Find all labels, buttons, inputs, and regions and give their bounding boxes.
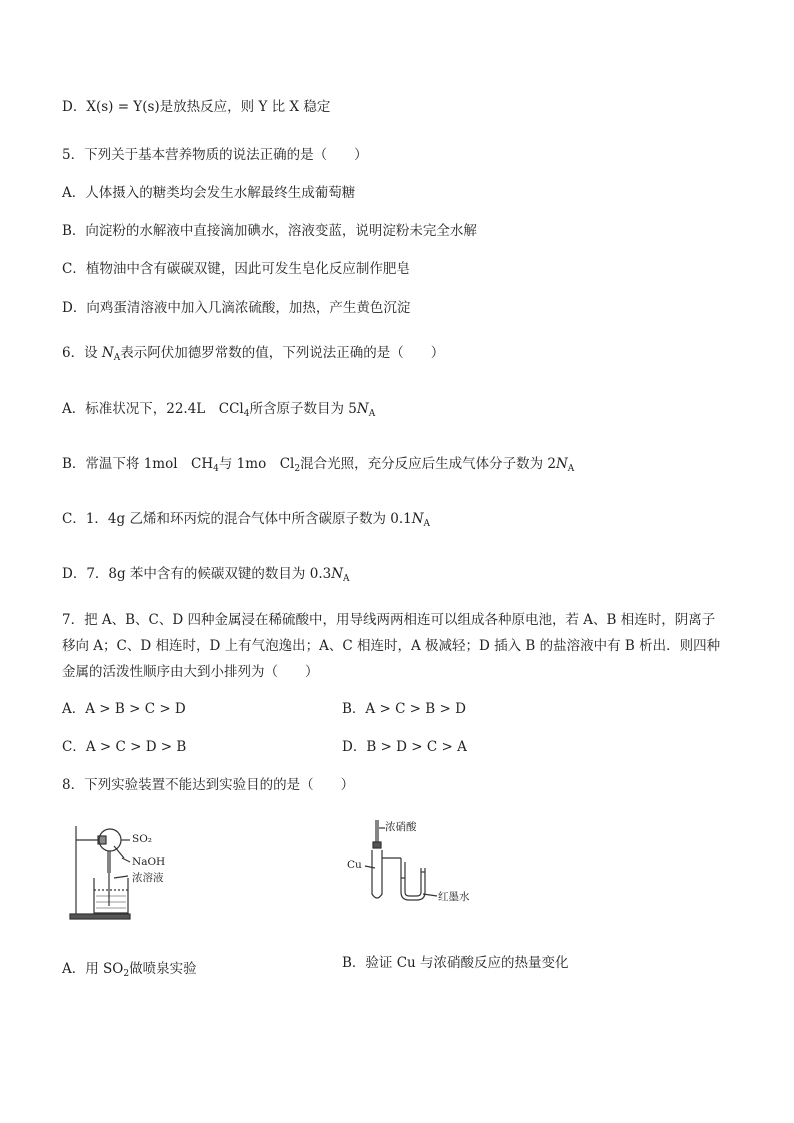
- q7-stem-line1: 7．把 A、B、C、D 四种金属浸在稀硫酸中，用导线两两相连可以组成各种原电池，若 A、B 相连时，阴离子: [62, 612, 716, 628]
- q6-option-c: C．1．4g 乙烯和环丙烷的混合气体中所含碳原子数为 $0.1N_A$: [62, 511, 431, 529]
- heat-change-apparatus-drawing: [345, 816, 505, 916]
- heat-change-apparatus-figure: [345, 816, 505, 916]
- q6-stem: 6．设 $N_A$表示阿伏加德罗常数的值，下列说法正确的是（ ）: [62, 345, 445, 363]
- q6-option-d: D．7．8g 苯中含有的候碳双键的数目为 $0.3N_A$: [62, 566, 350, 584]
- q8-option-a: A．用 $SO_2$做喷泉实验: [62, 961, 197, 979]
- q7-option-d: D．B > D > C > A: [342, 739, 467, 755]
- q5-option-b: B．向淀粉的水解液中直接滴加碘水，溶液变蓝，说明淀粉未完全水解: [62, 223, 477, 239]
- q5-option-a: A．人体摄入的糖类均会发生水解最终生成葡萄糖: [62, 185, 356, 201]
- so2-label: SO₂: [132, 833, 153, 845]
- q5-option-c: C．植物油中含有碳碳双键，因此可发生皂化反应制作肥皂: [62, 261, 410, 277]
- q4-option-d: D．X(s) = Y(s)是放热反应，则 Y 比 X 稳定: [62, 99, 331, 115]
- naoh-label: NaOH: [132, 856, 166, 868]
- red-ink-label: 红墨水: [438, 891, 470, 903]
- q8-stem: 8．下列实验装置不能达到实验目的的是（ ）: [62, 777, 355, 793]
- q7-stem-line2: 移向 A；C、D 相连时，D 上有气泡逸出；A、C 相连时，A 极减轻；D 插入 B 的盐溶液中有 B 析出．则四种: [62, 638, 721, 654]
- fountain-apparatus-figure: [62, 818, 202, 928]
- nitric-acid-label: 浓硝酸: [385, 821, 417, 833]
- q7-option-c: C．A > C > D > B: [62, 739, 187, 755]
- q7-stem-line3: 金属的活泼性顺序由大到小排列为（ ）: [62, 664, 319, 680]
- q6-option-b: B．常温下将 1mol $CH_4$与 1mo $Cl_2$混合光照，充分反应后生成气体分子数为 $2N_A$: [62, 456, 575, 474]
- q7-option-a: A．A > B > C > D: [62, 701, 186, 717]
- cu-label: Cu: [347, 859, 362, 871]
- q7-option-b: B．A > C > B > D: [342, 701, 466, 717]
- q8-option-b: B．验证 Cu 与浓硝酸反应的热量变化: [342, 955, 569, 971]
- q6-option-a: A．标准状况下，22.4L CCl$_4$所含原子数目为 $5N_A$: [62, 401, 376, 419]
- q5-stem: 5．下列关于基本营养物质的说法正确的是（ ）: [62, 147, 368, 163]
- concentrated-solution-label: 浓溶液: [132, 872, 164, 884]
- q5-option-d: D．向鸡蛋清溶液中加入几滴浓硫酸，加热，产生黄色沉淀: [62, 300, 411, 316]
